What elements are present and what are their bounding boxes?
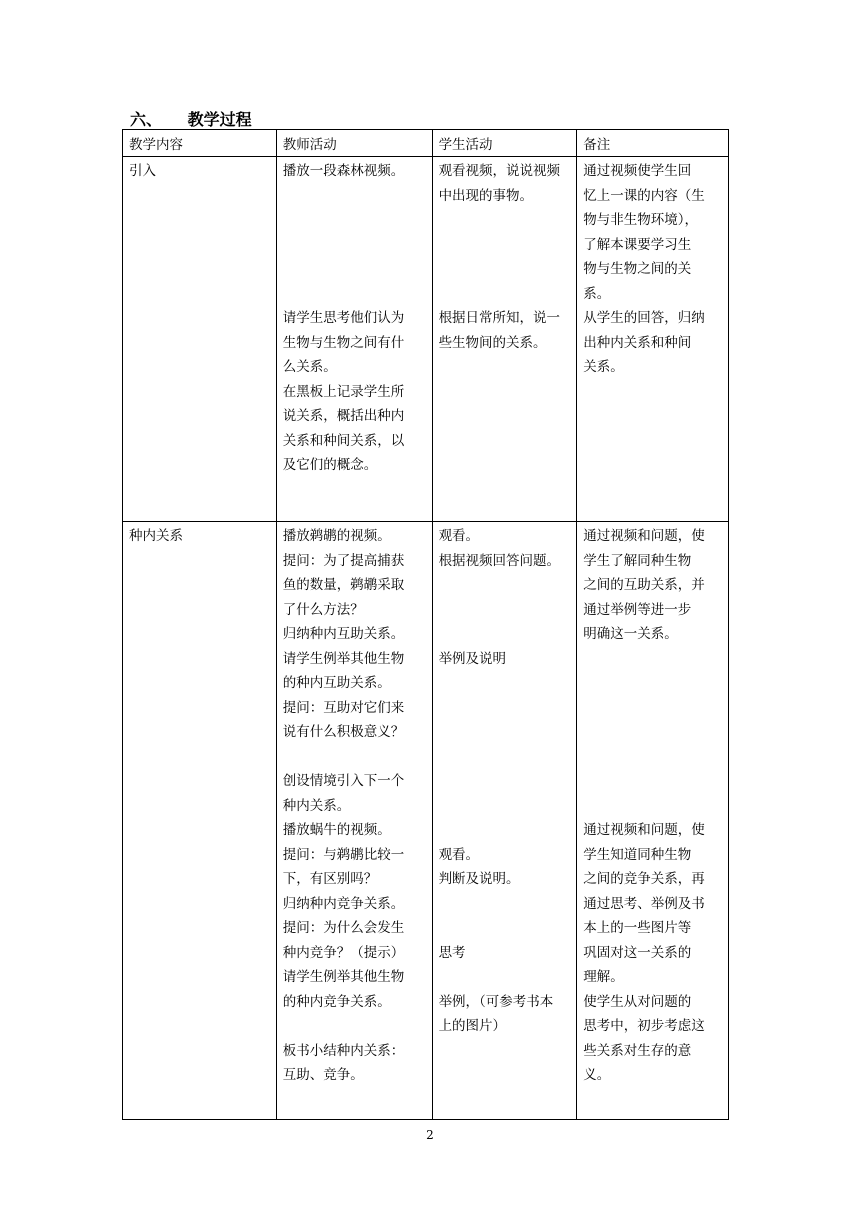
text-line: 巩固对这一关系的 (583, 944, 692, 961)
table-header-row (123, 130, 729, 157)
header-student: 学生活动 (432, 130, 577, 157)
text-line: 播放一段森林视频。 (282, 163, 405, 179)
text-line: 明确这一关系。 (583, 626, 678, 642)
text-line: 上的图片） (438, 1018, 507, 1034)
text-line: 通过思考、举例及书 (583, 895, 705, 912)
text-line: 的种内竞争关系。 (282, 993, 391, 1010)
text-line: 互助、竞争。 (282, 1067, 364, 1083)
text-line: 忆上一课的内容（生 (583, 187, 705, 204)
text-line: 观看视频，说说视频 (438, 163, 561, 179)
text-line: 请学生思考他们认为 (282, 310, 405, 326)
text-line: 板书小结种内关系： (282, 1042, 405, 1059)
text-line: 了什么方法？ (282, 601, 364, 618)
content-label: 种内关系 (129, 528, 183, 544)
section-title: 教学过程 (187, 110, 252, 129)
cell-content-intraspecific (123, 522, 277, 1120)
header-teacher: 教师活动 (276, 130, 432, 157)
text-line: 的种内互助关系。 (282, 675, 391, 691)
text-line: 些生物间的关系。 (438, 334, 547, 351)
text-line: 归纳种内竞争关系。 (282, 895, 405, 912)
text-line: 通过视频和问题，使 (583, 528, 705, 544)
header-content: 教学内容 (123, 130, 277, 157)
section-number: 六、 (130, 110, 163, 129)
text-line: 鱼的数量，鹈鹕采取 (282, 577, 405, 593)
text-line: 举例，（可参考书本 (438, 993, 554, 1010)
text-line: 播放鹈鹕的视频。 (282, 528, 391, 544)
text-line: 之间的互助关系，并 (583, 577, 705, 593)
text-line: 物与非生物环境）， (583, 212, 698, 228)
text-line: 关系。 (583, 359, 624, 375)
cell-student-intraspecific (432, 522, 577, 1120)
text-line: 说关系，概括出种内 (282, 408, 405, 424)
text-line: 义。 (583, 1067, 611, 1083)
text-line: 归纳种内互助关系。 (282, 626, 405, 642)
cell-content-intro (123, 157, 277, 522)
cell-notes-intro (577, 157, 729, 522)
text-line: 创设情境引入下一个 (282, 773, 405, 789)
text-line: 本上的一些图片等 (583, 920, 692, 936)
page-number: 2 (426, 1128, 434, 1142)
cell-teacher-intro (276, 157, 432, 522)
header-notes: 备注 (577, 130, 729, 157)
text-line: 之间的竞争关系，再 (583, 871, 705, 887)
text-line: 下，有区别吗？ (282, 871, 378, 887)
text-line: 判断及说明。 (438, 871, 520, 887)
text-line: 种内关系。 (282, 797, 351, 814)
table-row-intraspecific (123, 522, 729, 1120)
text-line: 观看。 (438, 846, 480, 863)
text-line: 理解。 (583, 969, 624, 985)
text-line: 学生知道同种生物 (583, 846, 692, 863)
content-label: 引入 (129, 163, 156, 179)
text-line: 物与生物之间的关 (583, 261, 692, 277)
section-heading (130, 107, 252, 130)
text-line: 提问：与鹈鹕比较一 (282, 846, 405, 863)
text-line: 根据日常所知，说一 (438, 310, 561, 326)
text-line: 出种内关系和种间 (583, 334, 692, 351)
text-line: 通过举例等进一步 (583, 601, 692, 618)
text-line: 么关系。 (282, 359, 337, 375)
text-line: 提问：互助对它们来 (282, 699, 405, 716)
text-line: 根据视频回答问题。 (438, 552, 561, 569)
text-line: 举例及说明 (438, 650, 507, 667)
text-line: 学生了解同种生物 (583, 552, 692, 569)
teaching-process-table (122, 129, 729, 1120)
text-line: 思考 (438, 944, 466, 961)
text-line: 在黑板上记录学生所 (282, 383, 405, 400)
cell-student-intro (432, 157, 577, 522)
text-line: 关系和种间关系，以 (282, 432, 405, 449)
text-line: 及它们的概念。 (282, 457, 378, 473)
text-line: 系。 (583, 285, 611, 302)
text-line: 请学生例举其他生物 (282, 650, 405, 667)
text-line: 播放蜗牛的视频。 (282, 822, 391, 838)
text-line: 生物与生物之间有什 (282, 334, 405, 351)
text-line: 种内竞争？（提示） (282, 944, 405, 961)
text-line: 观看。 (438, 528, 480, 544)
table-row-intro (123, 157, 729, 522)
text-line: 请学生例举其他生物 (282, 969, 405, 985)
text-line: 些关系对生存的意 (583, 1042, 692, 1059)
text-line: 说有什么积极意义？ (282, 724, 405, 740)
text-line: 通过视频使学生回 (583, 163, 692, 179)
text-line: 了解本课要学习生 (583, 236, 692, 253)
text-line: 通过视频和问题，使 (583, 822, 705, 838)
text-line: 使学生从对问题的 (583, 993, 692, 1010)
text-line: 思考中，初步考虑这 (583, 1018, 705, 1034)
cell-teacher-intraspecific (276, 522, 432, 1120)
text-line: 中出现的事物。 (438, 187, 534, 204)
cell-notes-intraspecific (577, 522, 729, 1120)
text-line: 从学生的回答，归纳 (583, 310, 705, 326)
text-line: 提问：为了提高捕获 (282, 552, 405, 569)
text-line: 提问：为什么会发生 (282, 920, 405, 936)
